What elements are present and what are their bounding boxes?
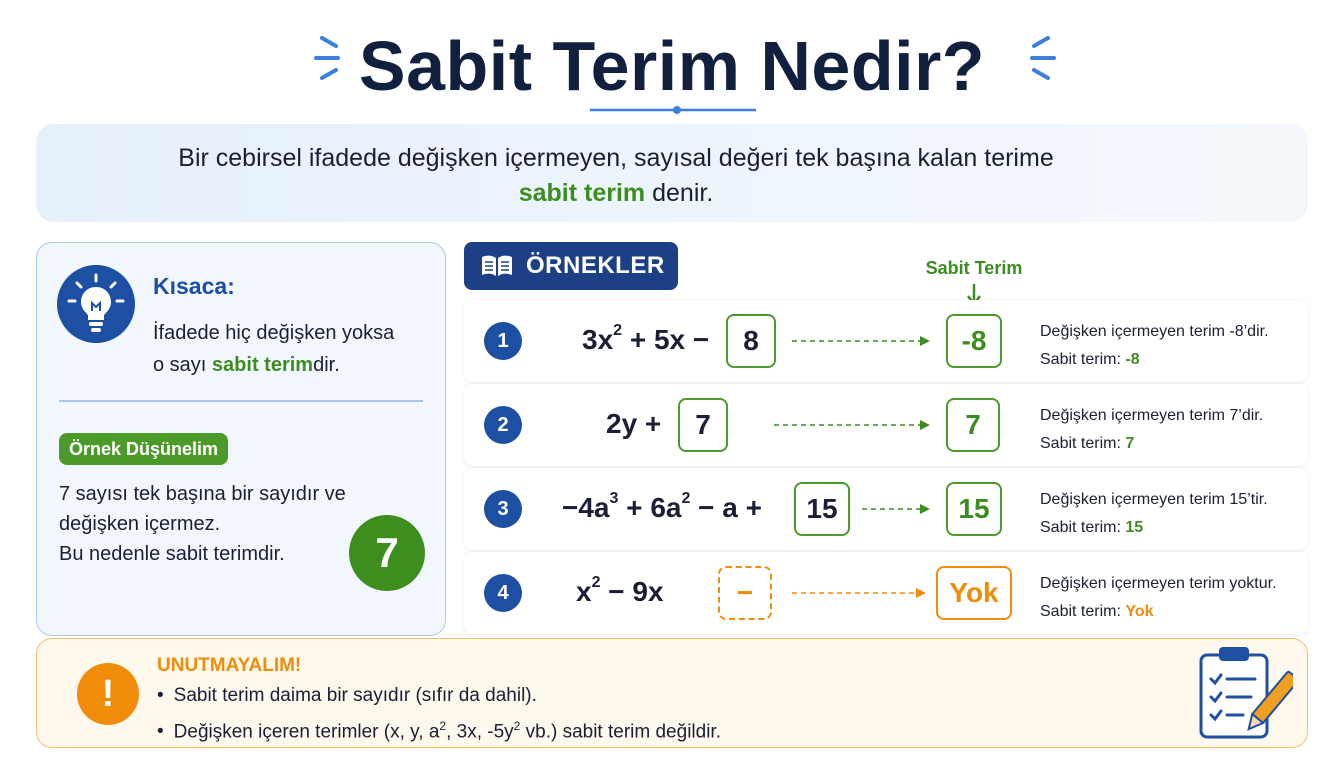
row-description	[1040, 402, 1263, 458]
expr-part: − a +	[690, 492, 762, 523]
expr-exponent: 3	[609, 490, 619, 507]
summary-line1: İfadede hiç değişken yoksa	[153, 322, 395, 344]
expr-part: x	[576, 576, 592, 607]
expr-part: −4a	[562, 492, 610, 523]
reminder-box	[36, 638, 1308, 748]
example-row	[464, 552, 1308, 634]
expression	[606, 408, 661, 440]
clipboard-pencil-icon	[1193, 643, 1293, 743]
desc-label: Sabit terim:	[1040, 351, 1126, 368]
row-number: 1	[484, 322, 522, 360]
row-number: 4	[484, 574, 522, 612]
reminder-exponent: 2	[439, 719, 447, 733]
constant-term-box: 15	[794, 482, 850, 536]
summary-text	[153, 317, 394, 381]
reminder-part: Değişken içeren terimler (x, y, a	[173, 721, 440, 743]
reminder-part: vb.) sabit terim değildir.	[520, 721, 721, 743]
row-number: 2	[484, 406, 522, 444]
constant-term-box: 7	[678, 398, 728, 452]
dashed-arrow-icon	[792, 586, 928, 600]
desc-value: Yok	[1125, 603, 1154, 620]
dashed-arrow-icon	[792, 334, 932, 348]
result-box: Yok	[936, 566, 1012, 620]
expr-part: 3x	[582, 324, 614, 355]
desc-line	[1040, 430, 1263, 458]
examples-header-label: ÖRNEKLER	[526, 252, 665, 279]
examples-header	[464, 242, 678, 290]
desc-line: Değişken içermeyen terim 7’dir.	[1040, 407, 1264, 424]
row-description	[1040, 486, 1268, 542]
expression	[562, 492, 762, 524]
lightbulb-icon	[57, 265, 135, 343]
example-row	[464, 384, 1308, 466]
empty-term-box: −	[718, 566, 772, 620]
dashed-arrow-icon	[862, 502, 932, 516]
example-badge: Örnek Düşünelim	[59, 433, 228, 465]
expression	[582, 324, 709, 356]
example-line2: değişken içermez.	[59, 513, 221, 535]
title-underline	[590, 106, 756, 114]
expr-part: 2y +	[606, 408, 662, 439]
reminder-exponent: 2	[513, 719, 521, 733]
desc-value: 7	[1125, 435, 1135, 452]
result-box: 7	[946, 398, 1000, 452]
example-line1: 7 sayısı tek başına bir sayıdır ve	[59, 483, 346, 505]
desc-line: Değişken içermeyen terim yoktur.	[1040, 575, 1277, 592]
constant-term-box: 8	[726, 314, 776, 368]
desc-label: Sabit terim:	[1040, 519, 1126, 536]
title-area	[0, 18, 1344, 118]
reminder-title: UNUTMAYALIM!	[157, 655, 302, 676]
desc-line	[1040, 346, 1269, 374]
row-number: 3	[484, 490, 522, 528]
reminder-list	[157, 681, 721, 747]
book-icon	[480, 254, 514, 278]
expr-exponent: 2	[613, 322, 623, 339]
example-number-circle: 7	[349, 515, 425, 591]
example-row	[464, 468, 1308, 550]
warning-icon: !	[77, 663, 139, 725]
expr-part: + 6a	[618, 492, 682, 523]
sparkle-icon	[1022, 26, 1062, 86]
expr-part: + 5x −	[622, 324, 710, 355]
constant-term-column-label: Sabit Terim	[925, 258, 1023, 278]
example-row	[464, 300, 1308, 382]
reminder-part: , 3x, -5y	[446, 721, 514, 743]
expression	[576, 576, 664, 608]
reminder-item: • Sabit terim daima bir sayıdır (sıfır da dahil).	[157, 681, 721, 711]
desc-value: -8	[1125, 351, 1140, 368]
result-box: -8	[946, 314, 1002, 368]
row-description	[1040, 318, 1269, 374]
desc-line: Değişken içermeyen terim 15’tir.	[1040, 491, 1268, 508]
expr-exponent: 2	[681, 490, 691, 507]
expr-part: − 9x	[600, 576, 664, 607]
desc-label: Sabit terim:	[1040, 603, 1126, 620]
definition-text: Bir cebirsel ifadede değişken içermeyen, sayısal değeri tek başına kalan terime	[178, 144, 1054, 172]
example-line3: Bu nedenle sabit terimdir.	[59, 543, 285, 565]
result-box: 15	[946, 482, 1002, 536]
summary-line2-pre: o sayı	[153, 354, 212, 376]
desc-value: 15	[1125, 519, 1144, 536]
expr-exponent: 2	[591, 574, 601, 591]
summary-line2-post: dir.	[313, 354, 340, 376]
definition-highlight: sabit terim	[518, 179, 646, 207]
summary-highlight: sabit terim	[211, 354, 314, 376]
definition-text-line2	[36, 179, 1196, 208]
divider	[59, 400, 423, 402]
desc-line	[1040, 598, 1277, 626]
desc-line	[1040, 514, 1268, 542]
summary-panel	[36, 242, 446, 636]
summary-line2	[153, 349, 394, 381]
summary-title: Kısaca:	[153, 273, 235, 299]
page-title: Sabit Terim Nedir?	[358, 27, 986, 105]
reminder-item	[157, 711, 721, 747]
definition-rest: denir.	[645, 179, 714, 207]
example-text	[59, 479, 346, 569]
dashed-arrow-icon	[774, 418, 932, 432]
desc-label: Sabit terim:	[1040, 435, 1126, 452]
row-description	[1040, 570, 1277, 626]
desc-line: Değişken içermeyen terim -8’dir.	[1040, 323, 1269, 340]
definition-box	[36, 124, 1308, 222]
